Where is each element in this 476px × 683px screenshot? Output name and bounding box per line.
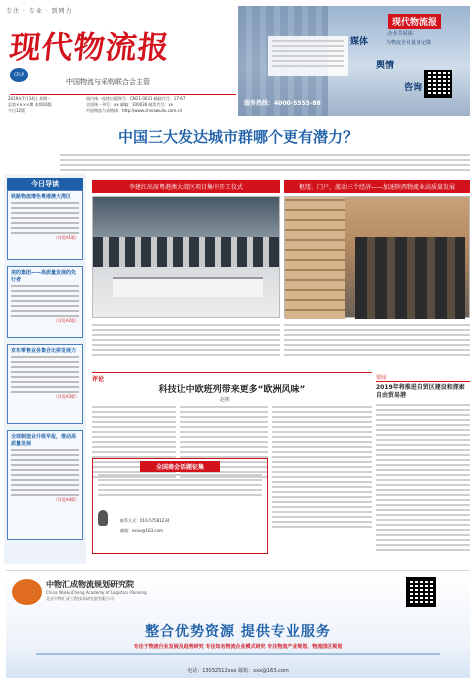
academy-logo-icon <box>12 579 42 605</box>
microphone-icon <box>98 510 108 526</box>
sidebar-item[interactable]: 美的集团——高质量发展的先行者 （详见A2版） <box>7 266 83 338</box>
photo-caption-2: 枢纽、门户、流动三个经济——加速陕西物流业高质量发展 <box>284 180 470 193</box>
banner-word-media: 媒体 <box>350 37 369 47</box>
banner-info-card <box>268 36 348 76</box>
photo-caption-1: 李建红出席粤港澳大湾区项目集中开工仪式 <box>92 180 280 193</box>
commentary-headline: 科技让中欧班列带来更多“欧洲风味” <box>158 385 306 395</box>
cflp-logo: CFLP <box>10 68 28 82</box>
academy-name: 中物汇成物流规划研究院 <box>46 580 134 589</box>
commentary-column-3 <box>272 406 372 528</box>
commentary-byline: 赵彬 <box>220 397 231 403</box>
photo-body-2 <box>284 324 470 356</box>
bottom-ad-services: 专注于物流行业发展及趋势研究 专注知名物流企业模式研究 专注物流产业规划、物流园区规划 <box>133 644 343 650</box>
news-photo-meeting <box>92 196 280 318</box>
photo-body-1 <box>92 324 280 356</box>
news-photo-warehouse <box>284 196 470 318</box>
academy-name-en: China WuHuiCheng Academy of Logistics Planning <box>46 590 147 595</box>
main-headline: 中国三大发达城市群哪个更有潜力？ <box>117 128 358 146</box>
masthead-org: 中国物流与采购联合会主管 <box>66 78 150 86</box>
sidebar-item[interactable]: 全球制造业升级早报，推动高质量发展 （详见A4版） <box>7 430 83 540</box>
masthead-contact: 国内统一连续出版物号：CN11-0031 邮政代号：17-67 全国统一刊号：xx 邮编：100036 邮发代号：xx 中国物流与采购网：http://www.chinawuliu.com.cn <box>86 96 186 113</box>
right-news-label: 要闻 <box>376 375 387 381</box>
banner-ad-title: 现代物流报 <box>388 14 441 29</box>
sidebar-item[interactable]: 铁路物流增色粤港澳大湾区 （详见A1版） <box>7 190 83 260</box>
topic-contact-1: 联系方式：010-57581234 <box>120 518 170 523</box>
banner-word-opinion: 舆情 <box>376 61 395 71</box>
topic-collection-title: 全国商会话题征集 <box>140 461 220 472</box>
bottom-ad[interactable] <box>6 570 470 678</box>
banner-ad-sub1: ·企业共同体· <box>386 31 415 37</box>
bottom-ad-slogan: 整合优势资源 提供专业服务 <box>145 624 331 640</box>
right-news-title: 2019年将推进自贸区建设和探索自由贸易港 <box>376 384 465 399</box>
banner-word-consult: 咨询 <box>404 83 423 93</box>
headline-body-text <box>60 154 470 171</box>
topic-collection-box <box>92 458 268 554</box>
commentary-label: 评论 <box>92 376 105 383</box>
right-news-body <box>376 404 470 551</box>
bottom-ad-qr-icon <box>406 577 436 607</box>
banner-ad[interactable] <box>238 6 470 116</box>
topic-contact-2: 邮箱：xxxx@163.com <box>120 528 163 533</box>
newspaper-title: 现代物流报 <box>7 30 172 66</box>
bottom-ad-contact: 电话：13032512xxx 邮箱：xxx@163.com <box>187 668 289 674</box>
sidebar-header: 今日导读 <box>7 178 83 190</box>
qr-code-icon <box>424 70 452 98</box>
banner-phone: 服务热线：4000-5555-88 <box>244 100 321 107</box>
banner-ad-sub2: 为物流企业量身定做 <box>386 40 432 46</box>
masthead-issue-info: 2019年7月14日 星期一 总第××××期 本期16版 今日12版 <box>8 96 52 113</box>
masthead-slogan: 专注 · 专业 · 到网力 <box>6 8 73 15</box>
sidebar-item[interactable]: 京东零售业务集合比拼发展力 （详见A3版） <box>7 344 83 424</box>
academy-company: 北京中物汇成工程技术研究院有限公司 <box>46 596 114 601</box>
